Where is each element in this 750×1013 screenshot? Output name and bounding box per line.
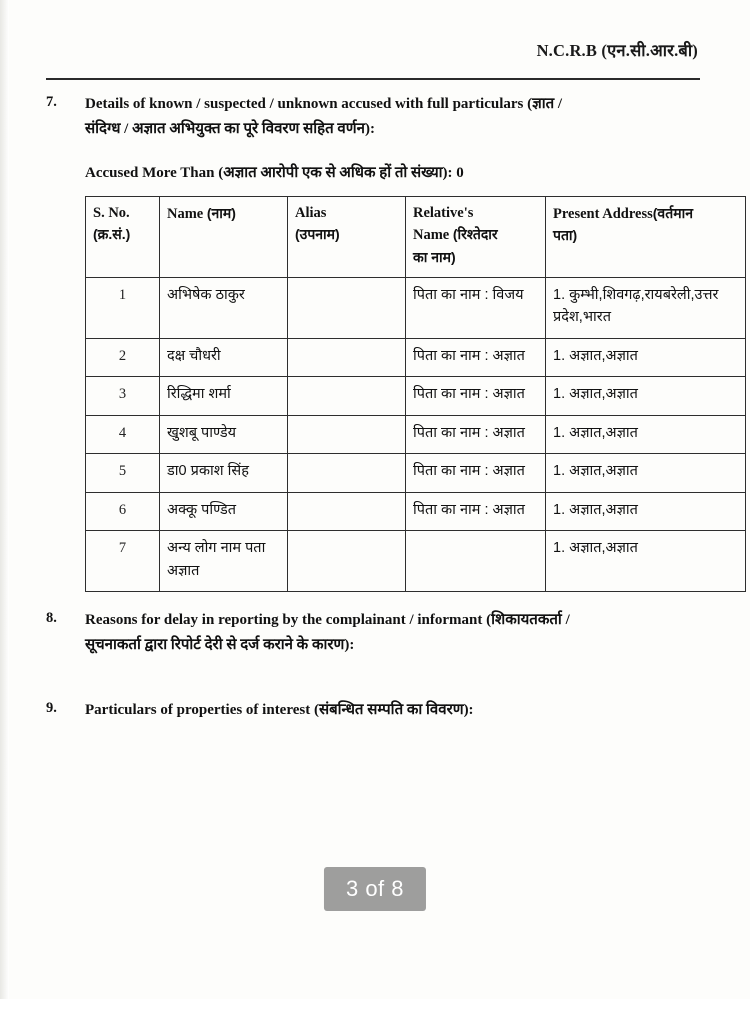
page-indicator: 3 of 8 bbox=[324, 867, 426, 911]
cell-alias bbox=[288, 377, 406, 415]
column-header-alias-en: Alias bbox=[295, 204, 327, 221]
cell-present-address: 1. अज्ञात,अज्ञात bbox=[546, 531, 746, 592]
column-header-address-hi2: पता) bbox=[553, 227, 578, 244]
section-8-number: 8. bbox=[46, 610, 57, 627]
cell-relative-name: पिता का नाम : अज्ञात bbox=[406, 415, 546, 453]
cell-present-address: 1. अज्ञात,अज्ञात bbox=[546, 338, 746, 376]
column-header-relative bbox=[406, 196, 546, 278]
column-header-name-hi: (नाम) bbox=[206, 204, 236, 221]
table-row bbox=[86, 492, 746, 530]
cell-name: डा0 प्रकाश सिंह bbox=[160, 454, 288, 492]
column-header-relative-en1: Relative's bbox=[413, 204, 474, 221]
cell-name: रिद्धिमा शर्मा bbox=[160, 377, 288, 415]
cell-sno: 7 bbox=[86, 531, 160, 592]
cell-name: दक्ष चौधरी bbox=[160, 338, 288, 376]
document-content bbox=[46, 92, 719, 726]
cell-relative-name bbox=[406, 531, 546, 592]
cell-relative-name: पिता का नाम : अज्ञात bbox=[406, 454, 546, 492]
cell-alias bbox=[288, 338, 406, 376]
cell-alias bbox=[288, 278, 406, 339]
section-9 bbox=[46, 698, 706, 723]
cell-alias bbox=[288, 415, 406, 453]
cell-relative-name: पिता का नाम : अज्ञात bbox=[406, 338, 546, 376]
table-row bbox=[86, 415, 746, 453]
cell-present-address: 1. अज्ञात,अज्ञात bbox=[546, 377, 746, 415]
cell-sno: 2 bbox=[86, 338, 160, 376]
cell-sno: 1 bbox=[86, 278, 160, 339]
cell-alias bbox=[288, 531, 406, 592]
column-header-alias-hi: (उपनाम) bbox=[295, 226, 340, 243]
cell-alias bbox=[288, 454, 406, 492]
document-header bbox=[0, 38, 750, 61]
column-header-relative-en2 bbox=[413, 224, 538, 247]
cell-relative-name: पिता का नाम : अज्ञात bbox=[406, 492, 546, 530]
column-header-relative-en2-text: Name bbox=[413, 227, 450, 244]
section-8-question-line1: Reasons for delay in reporting by the complainant / informant (शिकायतकर्ता / bbox=[85, 612, 570, 629]
section-7-question-line1: Details of known / suspected / unknown accused with full particulars (ज्ञात / bbox=[85, 96, 563, 112]
section-8 bbox=[46, 608, 706, 658]
cell-sno: 3 bbox=[86, 377, 160, 415]
column-header-sno-hi: (क्र.सं.) bbox=[93, 226, 131, 243]
table-header-row bbox=[86, 196, 746, 278]
page-bottom-edge bbox=[0, 999, 750, 1013]
accused-table bbox=[85, 196, 746, 593]
cell-relative-name: पिता का नाम : विजय bbox=[406, 278, 546, 339]
section-8-question-line2: सूचनाकर्ता द्वारा रिपोर्ट देरी से दर्ज कराने के कारण): bbox=[85, 636, 355, 653]
section-9-number: 9. bbox=[46, 699, 57, 716]
column-header-address bbox=[546, 196, 746, 278]
column-header-address-hi1: (वर्तमान bbox=[652, 204, 693, 221]
column-header-alias bbox=[288, 196, 406, 278]
cell-present-address: 1. कुम्भी,शिवगढ़,रायबरेली,उत्तर प्रदेश,भारत bbox=[546, 278, 746, 339]
column-header-address-en: Present Address bbox=[553, 205, 653, 222]
section-7 bbox=[46, 92, 719, 592]
accused-more-than-label: Accused More Than (अज्ञात आरोपी एक से अधिक हों तो संख्या): 0 bbox=[85, 164, 464, 181]
cell-name: अक्कू पण्डित bbox=[160, 492, 288, 530]
cell-present-address: 1. अज्ञात,अज्ञात bbox=[546, 454, 746, 492]
table-row bbox=[86, 338, 746, 376]
header-divider bbox=[46, 78, 700, 80]
cell-sno: 5 bbox=[86, 454, 160, 492]
header-title: N.C.R.B (एन.सी.आर.बी) bbox=[536, 41, 698, 60]
cell-name: अन्य लोग नाम पता अज्ञात bbox=[160, 531, 288, 592]
table-row bbox=[86, 531, 746, 592]
column-header-relative-hi2: का नाम) bbox=[413, 249, 456, 265]
cell-present-address: 1. अज्ञात,अज्ञात bbox=[546, 415, 746, 453]
table-row bbox=[86, 377, 746, 415]
column-header-relative-hi1: (रिश्तेदार bbox=[452, 226, 498, 243]
column-header-sno bbox=[86, 196, 160, 278]
table-row bbox=[86, 278, 746, 339]
table-row bbox=[86, 454, 746, 492]
column-header-name bbox=[160, 196, 288, 278]
column-header-name-en: Name bbox=[167, 205, 204, 222]
cell-sno: 6 bbox=[86, 492, 160, 530]
cell-relative-name: पिता का नाम : अज्ञात bbox=[406, 377, 546, 415]
section-9-question-line1: Particulars of properties of interest (संबन्धित सम्पति का विवरण): bbox=[85, 701, 474, 718]
cell-name: अभिषेक ठाकुर bbox=[160, 278, 288, 339]
cell-sno: 4 bbox=[86, 415, 160, 453]
cell-name: खुशबू पाण्डेय bbox=[160, 415, 288, 453]
section-7-number: 7. bbox=[46, 94, 57, 110]
page-left-edge-shadow bbox=[0, 0, 9, 1013]
section-7-question-line2: संदिग्ध / अज्ञात अभियुक्त का पूरे विवरण सहित वर्णन): bbox=[85, 120, 375, 137]
column-header-sno-en: S. No. bbox=[93, 204, 130, 221]
cell-alias bbox=[288, 492, 406, 530]
cell-present-address: 1. अज्ञात,अज्ञात bbox=[546, 492, 746, 530]
